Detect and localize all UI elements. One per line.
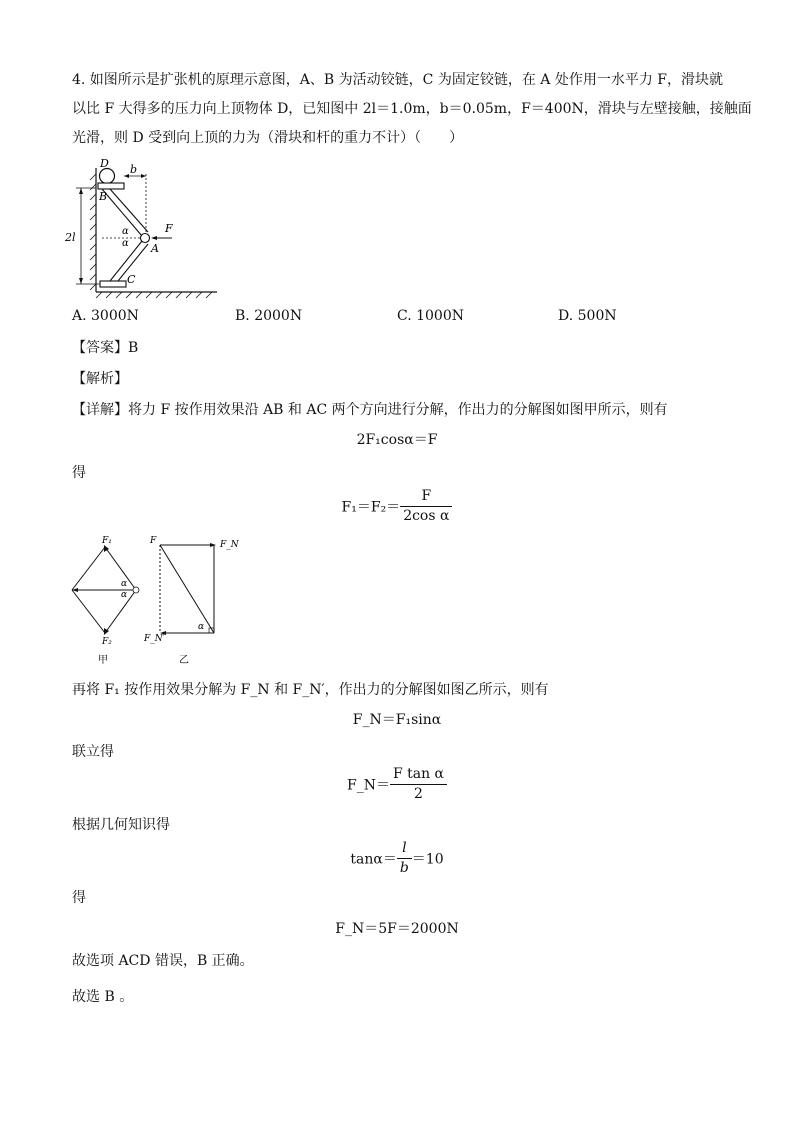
eq4-lhs: F_N＝ <box>346 777 390 794</box>
label-b: B <box>99 190 108 203</box>
label-c: C <box>127 273 136 286</box>
label-alpha-yi: α <box>198 622 205 632</box>
caption-jia: 甲 <box>98 655 108 666</box>
label-d: D <box>100 157 109 170</box>
equation-2 <box>297 488 497 525</box>
de-1: 得 <box>72 465 86 481</box>
equation-5 <box>297 840 497 877</box>
option-a: A. 3000N <box>72 308 139 324</box>
eq2-numerator: F <box>421 488 432 504</box>
geometry-text: 根据几何知识得 <box>72 817 170 833</box>
label-alpha-1: α <box>122 226 129 237</box>
label-alpha-2: α <box>122 238 129 249</box>
eq5-rhs: ＝10 <box>411 851 444 868</box>
question-line-3: 光滑，则 D 受到向上顶的力为（滑块和杆的重力不计）（ ） <box>72 130 464 146</box>
question-line-2: 以比 F 大得多的压力向上顶物体 D，已知图中 2l＝1.0m，b＝0.05m，F＝400N，滑块与左壁接触，接触面 <box>72 101 752 117</box>
eq4-denominator: 2 <box>414 786 423 802</box>
answer-value: B <box>128 340 139 356</box>
label-2l: 2l <box>65 231 76 244</box>
eq5-denominator: b <box>399 860 409 876</box>
answer-line <box>72 338 138 358</box>
label-f: F <box>165 222 173 235</box>
expander-diagram <box>62 152 222 300</box>
hinge-a <box>141 234 150 243</box>
label-f: F <box>150 536 157 546</box>
slider-b <box>98 183 124 189</box>
eq4-numerator: F tan α <box>392 766 445 782</box>
label-fn-prime: F_N′ <box>144 634 165 644</box>
answer-label: 【答案】 <box>72 340 128 356</box>
label-f1: F₁ <box>102 536 112 546</box>
question-line-1: 4. 如图所示是扩张机的原理示意图，A、B 为活动铰链，C 为固定铰链，在 A 处作用一水平力 F，滑块就 <box>72 72 723 88</box>
conclusion-1: 故选项 ACD 错误，B 正确。 <box>72 953 254 969</box>
label-alpha-jia-1: α <box>121 579 128 589</box>
object-d <box>100 169 115 184</box>
eq5-numerator: l <box>402 840 407 856</box>
equation-6: F_N＝5F＝2000N <box>335 921 459 937</box>
option-b: B. 2000N <box>235 308 303 324</box>
de-2: 得 <box>72 890 86 906</box>
label-f2: F₂ <box>102 637 112 647</box>
label-a: A <box>151 242 159 255</box>
label-b-dim: b <box>130 163 138 176</box>
option-d: D. 500N <box>558 308 617 324</box>
equation-1: 2F₁cosα＝F <box>356 432 438 448</box>
lianli-text: 联立得 <box>72 744 114 760</box>
label-fn: F_N <box>220 540 239 550</box>
analysis-label: 【解析】 <box>72 371 128 387</box>
equation-4 <box>297 766 497 803</box>
base-c <box>100 281 126 287</box>
paragraph-2: 再将 F₁ 按作用效果分解为 F_N 和 F_N′，作出力的分解图如图乙所示，则有 <box>72 682 549 698</box>
eq2-denominator: 2cos α <box>403 508 450 524</box>
force-decomposition-diagram <box>66 533 250 667</box>
equation-3: F_N＝F₁sinα <box>352 712 442 728</box>
caption-yi: 乙 <box>179 655 189 666</box>
label-alpha-jia-2: α <box>121 590 128 600</box>
eq5-lhs: tanα＝ <box>350 851 397 868</box>
option-c: C. 1000N <box>397 308 464 324</box>
eq2-lhs: F₁＝F₂＝ <box>341 499 401 516</box>
conclusion-2: 故选 B 。 <box>72 989 134 1005</box>
detail-text: 【详解】将力 F 按作用效果沿 AB 和 AC 两个方向进行分解，作出力的分解图如图甲所示，则有 <box>72 402 668 418</box>
